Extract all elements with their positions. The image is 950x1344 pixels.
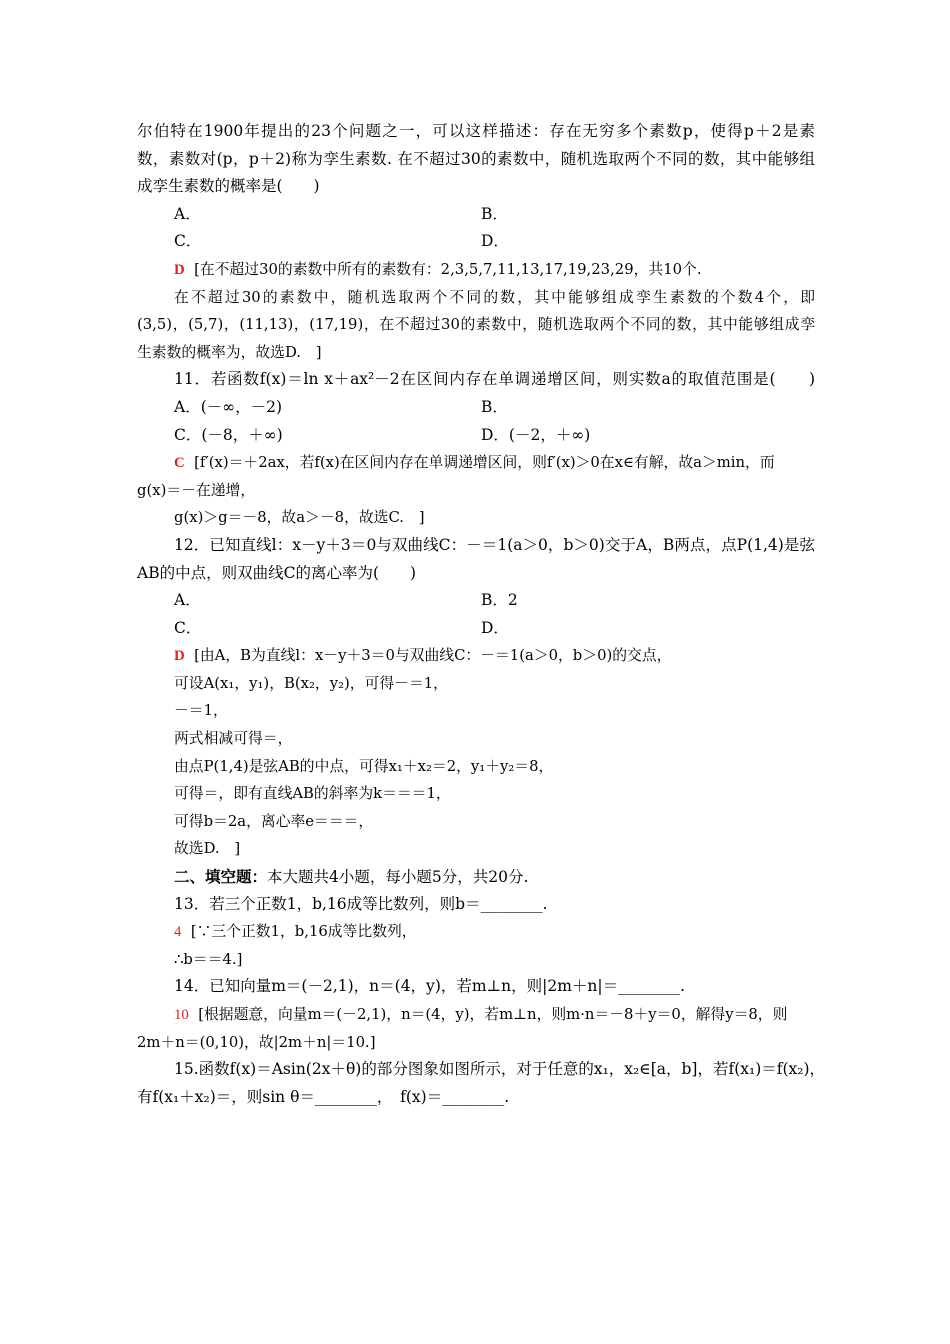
text-line: 尔伯特在1900年提出的23个问题之一，可以这样描述：存在无穷多个素数p，使得p＋2是素 (137, 122, 815, 140)
option-a: A．(－∞，－2) (174, 397, 283, 416)
solution-line (137, 642, 815, 670)
option-d: D． (481, 618, 509, 637)
question-15: 15.函数f(x)＝Asin(2x＋θ)的部分图象如图所示，对于任意的x₁，x₂∈[a，b]，若f(x₁)＝f(x₂)， (174, 1060, 826, 1079)
question-13: 13．若三个正数1，b,16成等比数列，则b＝________. (174, 894, 548, 913)
solution-line (137, 1001, 815, 1029)
option-d: D． (481, 232, 509, 251)
option-b: B．2 (481, 591, 518, 610)
solution-line: －＝1， (174, 702, 228, 720)
question-14: 14．已知向量m＝(－2,1)，n＝(4，y)，若m⊥n，则|2m＋n|＝________. (174, 977, 686, 996)
answer-letter: D (174, 261, 185, 278)
solution-text: [在不超过30的素数中所有的素数有：2,3,5,7,11,13,17,19,23,29，共10个. (194, 260, 702, 278)
option-row (137, 615, 815, 643)
solution-line: g(x)＞g＝－8，故a＞－8，故选C. ] (174, 509, 425, 527)
solution-text: [f′(x)＝＋2ax，若f(x)在区间内存在单调递增区间，则f′(x)＞0在x∈有解，故a＞min，而 (194, 454, 775, 472)
solution-line: 可得＝，即有直线AB的斜率为k＝＝＝1， (174, 785, 451, 803)
solution-text: [∵三个正数1，b,16成等比数列， (190, 923, 417, 941)
solution-line: 2m＋n＝(0,10)，故|2m＋n|＝10.] (137, 1033, 376, 1051)
solution-line: 生素数的概率为，故选D. ] (137, 343, 322, 361)
section-heading (137, 863, 815, 891)
option-row (137, 587, 815, 615)
solution-text: [根据题意，向量m＝(－2,1)，n＝(4，y)，若m⊥n，则m·n＝－8＋y＝0，解得y＝8，则 (198, 1006, 788, 1023)
text-line: 数，素数对(p，p＋2)称为孪生素数. 在不超过30的素数中，随机选取两个不同的数，其中能够组 (137, 149, 815, 168)
option-c: C．(－8，＋∞) (174, 425, 283, 444)
option-c: C． (174, 232, 202, 251)
solution-line (137, 918, 815, 946)
solution-line: (3,5)，(5,7)，(11,13)，(17,19)，在不超过30的素数中，随机选取两个不同的数，其中能够组成孪 (137, 316, 815, 334)
option-row (137, 394, 815, 422)
solution-line (137, 256, 815, 284)
question-11: 11．若函数f(x)＝ln x＋ax²－2在区间内存在单调递增区间，则实数a的取值范围是( ) (174, 370, 815, 389)
option-b: B． (481, 397, 508, 416)
option-a: A． (174, 204, 201, 223)
answer-letter: D (174, 648, 185, 665)
solution-line (137, 449, 815, 477)
question-12: 12．已知直线l：x－y＋3＝0与双曲线C：－＝1(a＞0，b＞0)交于A，B两点，点P(1,4)是弦 (174, 535, 815, 554)
option-a: A． (174, 591, 201, 610)
text-line: 成孪生素数的概率是( ) (137, 177, 320, 196)
section-title: 二、填空题： (174, 867, 268, 887)
answer-value: 4 (174, 924, 182, 941)
solution-line: g(x)＝－在递增， (137, 481, 256, 499)
solution-line: ∴b＝＝4.] (174, 950, 243, 968)
solution-line: 在不超过30的素数中，随机选取两个不同的数，其中能够组成孪生素数的个数4个，即 (174, 288, 815, 306)
option-row (137, 228, 815, 256)
answer-value: 10 (174, 1007, 189, 1023)
option-c: C． (174, 618, 202, 637)
solution-line: 可得b＝2a，离心率e＝＝＝， (174, 812, 374, 830)
option-b: B． (481, 204, 508, 223)
solution-line: 两式相减可得＝， (174, 730, 293, 748)
text-line: AB的中点，则双曲线C的离心率为( ) (137, 563, 417, 582)
text-line: 有f(x₁＋x₂)＝，则sin θ＝________， f(x)＝________. (137, 1087, 510, 1106)
solution-line: 由点P(1,4)是弦AB的中点，可得x₁＋x₂＝2，y₁＋y₂＝8， (174, 757, 554, 775)
solution-line: 故选D. ] (174, 840, 241, 858)
option-row (137, 422, 815, 450)
solution-text: [由A，B为直线l：x－y＋3＝0与双曲线C：－＝1(a＞0，b＞0)的交点， (194, 647, 672, 665)
solution-line: 可设A(x₁，y₁)，B(x₂，y₂)，可得－＝1， (174, 674, 448, 692)
option-d: D．(－2，＋∞) (481, 425, 591, 444)
answer-letter: C (174, 455, 185, 472)
option-row (137, 201, 815, 229)
section-desc: 本大题共4小题，每小题5分，共20分. (267, 868, 529, 887)
document-page (137, 118, 826, 1111)
